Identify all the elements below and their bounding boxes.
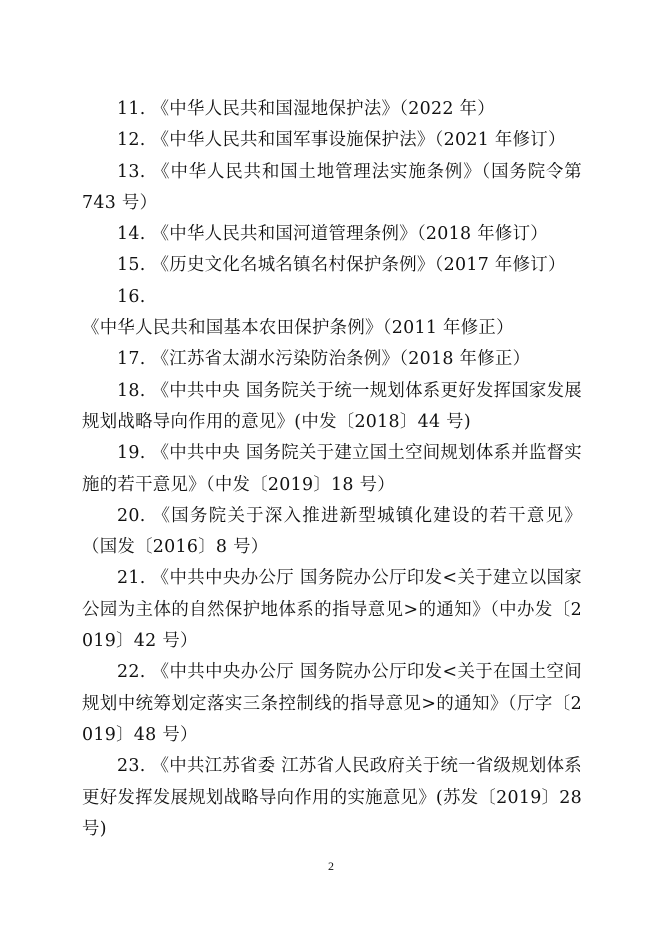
item-number: 20. (117, 505, 146, 526)
item-text: 《中共中央办公厅 国务院办公厅印发<关于在国土空间规划中统筹划定落实三条控制线的指导意见>的通知》（厅字〔2019〕48 号） (82, 662, 582, 745)
item-number: 23. (117, 756, 146, 777)
item-number: 13. (117, 161, 146, 182)
item-text: 《中共中央办公厅 国务院办公厅印发<关于建立以国家公园为主体的自然保护地体系的指导意见>的通知》（中办发〔2019〕42 号） (82, 568, 582, 652)
item-text: 《中华人民共和国湿地保护法》（2022 年） (151, 99, 495, 119)
item-text: 《中华人民共和国河道管理条例》（2018 年修订） (151, 224, 548, 245)
item-text: 《江苏省太湖水污染防治条例》（2018 年修正） (151, 349, 531, 370)
item-number: 19. (117, 443, 146, 464)
list-item (82, 376, 582, 439)
item-text: 《历史文化名城名镇名村保护条例》（2017 年修订） (151, 255, 566, 276)
item-number: 22. (117, 662, 146, 683)
item-number: 17. (117, 349, 146, 370)
list-item (82, 563, 582, 657)
item-text: 《中共江苏省委 江苏省人民政府关于统一省级规划体系更好发挥发展规划战略导向作用的实施意见》(苏发〔2019〕28 号) (82, 756, 582, 839)
item-number: 18. (117, 380, 146, 401)
item-text: 《中共中央 国务院关于统一规划体系更好发挥国家发展规划战略导向作用的意见》(中发〔2018〕44 号) (82, 380, 582, 432)
item-number: 21. (117, 568, 146, 589)
list-item (82, 94, 582, 125)
list-item (82, 751, 582, 845)
item-number: 15. (117, 255, 146, 276)
item-number: 14. (117, 224, 146, 245)
list-item (82, 219, 582, 250)
item-text: 《中华人民共和国土地管理法实施条例》（国务院令第 743 号） (82, 161, 582, 213)
list-item (82, 501, 582, 564)
list-item (82, 344, 582, 375)
item-text: 《中华人民共和国基本农田保护条例》（2011 年修正） (82, 318, 514, 339)
list-item (82, 157, 582, 220)
list-item (82, 125, 582, 156)
list-item (82, 438, 582, 501)
item-number: 12. (117, 130, 146, 151)
item-text: 《中华人民共和国军事设施保护法》（2021 年修订） (151, 130, 566, 151)
regulation-list (82, 94, 582, 845)
item-number: 16. (117, 286, 146, 307)
list-item (82, 250, 582, 281)
list-item (82, 657, 582, 751)
list-item (82, 282, 582, 345)
item-text: 《中共中央 国务院关于建立国土空间规划体系并监督实施的若干意见》（中发〔2019〕18 号） (82, 443, 582, 495)
item-text: 《国务院关于深入推进新型城镇化建设的若干意见》（国发〔2016〕8 号） (82, 505, 582, 558)
page-number: 2 (328, 859, 334, 873)
item-number: 11. (117, 99, 146, 119)
